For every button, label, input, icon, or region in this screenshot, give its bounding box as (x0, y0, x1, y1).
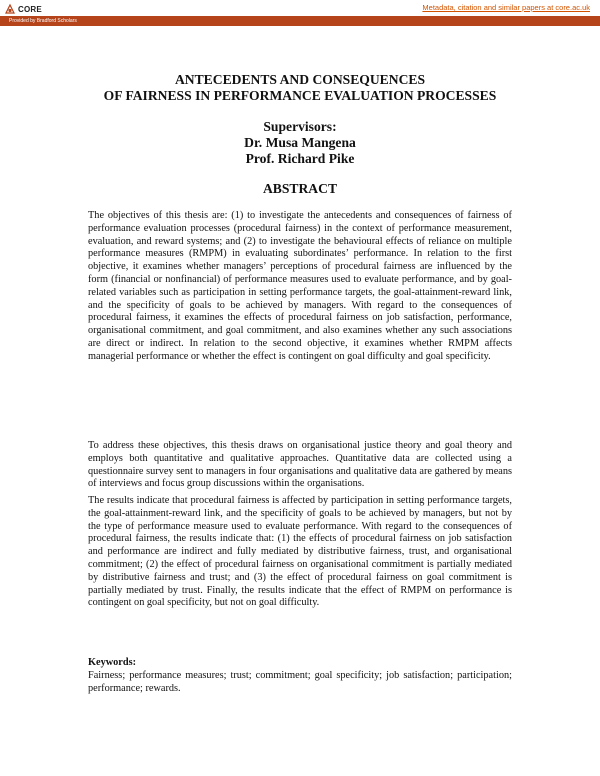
provided-by-text: Provided by Bradford Scholars (9, 18, 77, 24)
abstract-paragraph-methods: To address these objectives, this thesis draws on organisational justice theory and goal theory and employs both quantitative and qualitative approaches. Quantitative data are collected using a questionnaire survey sent to managers in four organisations and qualitative data are gathered by means of interviews and focus group discussions within the organisations. (88, 440, 512, 490)
title-line: OF FAIRNESS IN PERFORMANCE EVALUATION PROCESSES (103, 88, 497, 103)
supervisor-name: Dr. Musa Mangena (244, 135, 356, 150)
abstract-paragraph-objectives: The objectives of this thesis are: (1) to investigate the antecedents and consequences of fairness of performance evaluation processes (procedural fairness) in the context of performance measurement, evaluation, and reward systems; and (2) to investigate the behavioural effects of reliance on multiple performance measures (RMPM) in evaluating subordinates’ performance. In relation to the first objective, it examines whether managers’ perceptions of procedural fairness are influenced by the form (financial or nonfinancial) of performance measures used to evaluate performance, and by goal-related variables such as participation in setting performance targets, the goal-attainment-reward link, and the specificity of goals to be achieved by managers. With regard to the consequences of procedural fairness, it examines the effects of procedural fairness on job satisfaction, performance, organisational commitment, and goal commitment, and also examines whether any such associations are direct or indirect. In relation to the second objective, it examines whether RMPM affects managerial performance or whether the effect is contingent on goal difficulty and goal specificity. (88, 210, 512, 362)
core-logo-text: CORE (18, 4, 42, 14)
abstract-paragraph-results: The results indicate that procedural fairness is affected by participation in setting performance targets, the goal-attainment-reward link, and the specificity of goals to be achieved by managers, but not by the type of performance measure used to evaluate performance. With regard to the consequences of procedural fairness, the results indicate that: (1) the effects of procedural fairness on job satisfaction and performance are indirect and fully mediated by distributive fairness, trust, and organisational commitment; (2) the effect of procedural fairness on organisational commitment is partially mediated by distributive fairness and trust; and (3) the effect of procedural fairness on goal commitment is partially mediated by trust. Finally, the results indicate that the effect of RMPM on performance is contingent on goal specificity, but not on goal difficulty. (88, 495, 512, 609)
abstract-heading: ABSTRACT (262, 181, 338, 196)
supervisor-name: Prof. Richard Pike (245, 151, 355, 166)
core-logo-icon (4, 3, 16, 15)
keywords-text: Fairness; performance measures; trust; commitment; goal specificity; job satisfaction; participation; performance; rewards. (88, 670, 512, 694)
core-provider-bar (0, 16, 600, 26)
title-line: ANTECEDENTS AND CONSEQUENCES (174, 72, 426, 87)
core-logo[interactable] (4, 3, 42, 15)
keywords-heading: Keywords: (88, 657, 137, 668)
supervisors-block (100, 119, 500, 167)
core-metadata-link[interactable]: Metadata, citation and similar papers at core.ac.uk (422, 3, 590, 12)
supervisors-heading: Supervisors: (263, 119, 337, 134)
thesis-title (60, 72, 540, 104)
core-banner (0, 0, 600, 27)
